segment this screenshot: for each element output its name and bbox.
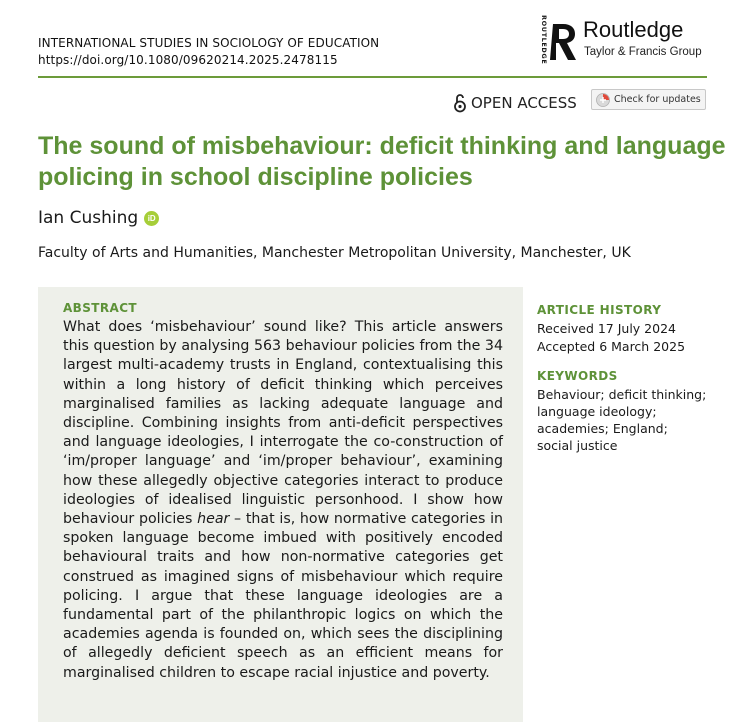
author-line	[38, 208, 159, 228]
check-for-updates-label: Check for updates	[614, 94, 701, 105]
journal-name: INTERNATIONAL STUDIES IN SOCIOLOGY OF EDUCATION	[38, 36, 380, 50]
open-access-label: OPEN ACCESS	[471, 94, 577, 112]
crossmark-icon	[596, 93, 610, 107]
keywords-list: Behaviour; deficit thinking; language ideology; academies; England; social justice	[537, 387, 707, 453]
doi-link[interactable]: https://doi.org/10.1080/09620214.2025.2478115	[38, 53, 338, 67]
abstract-emphasis: hear	[197, 511, 230, 528]
article-history-heading: ARTICLE HISTORY	[537, 303, 662, 317]
journal-info	[38, 35, 379, 69]
abstract-text-part-1: What does ‘misbehaviour’ sound like? This article answers this question by analysing 563 behaviour policies from the 34 largest multi-academy trusts in England, contextualising this within a long history of deficit thinking which perceives marginalised families as lacking adequate language and discipline. Combining insights from anti-deficit perspectives and language ideologies, I interrogate the co-construction of ‘im/proper language’ and ‘im/proper behaviour’, examining how these allegedly objective categories interact to produce ideologies of idealised linguistic personhood. I show how behaviour policies	[63, 319, 503, 528]
accepted-date: Accepted 6 March 2025	[537, 339, 686, 354]
routledge-logo	[537, 15, 707, 68]
article-title: The sound of misbehaviour: deficit thinking and language policing in school discipline policies	[38, 132, 726, 191]
orcid-icon[interactable]: iD	[144, 211, 159, 226]
check-for-updates-button[interactable]	[591, 89, 706, 110]
publisher-name: Routledge	[583, 17, 684, 42]
publisher-group: Taylor & Francis Group	[584, 46, 702, 58]
open-lock-icon	[453, 93, 467, 113]
affiliation: Faculty of Arts and Humanities, Manchester Metropolitan University, Manchester, UK	[38, 245, 631, 261]
open-access-badge	[453, 92, 577, 114]
received-date: Received 17 July 2024	[537, 321, 676, 336]
header-divider	[38, 76, 707, 78]
abstract-text	[63, 318, 503, 683]
keywords-heading: KEYWORDS	[537, 369, 618, 383]
author-name[interactable]: Ian Cushing	[38, 208, 139, 228]
abstract-text-part-2: – that is, how normative categories in spoken language become imbued with positively encoded behavioural traits and how non-normative categories get construed as imagined signs of misbehaviour which require policing. I argue that these language ideologies are a fundamental part of the philanthropic logics on which the academies agenda is founded on, which sees the disciplining of allegedly deficient speech as an efficient means for marginalised children to escape racial injustice and poverty.	[63, 511, 504, 681]
routledge-vertical-text: ROUTLEDGE	[540, 15, 548, 65]
abstract-heading: ABSTRACT	[63, 301, 137, 315]
